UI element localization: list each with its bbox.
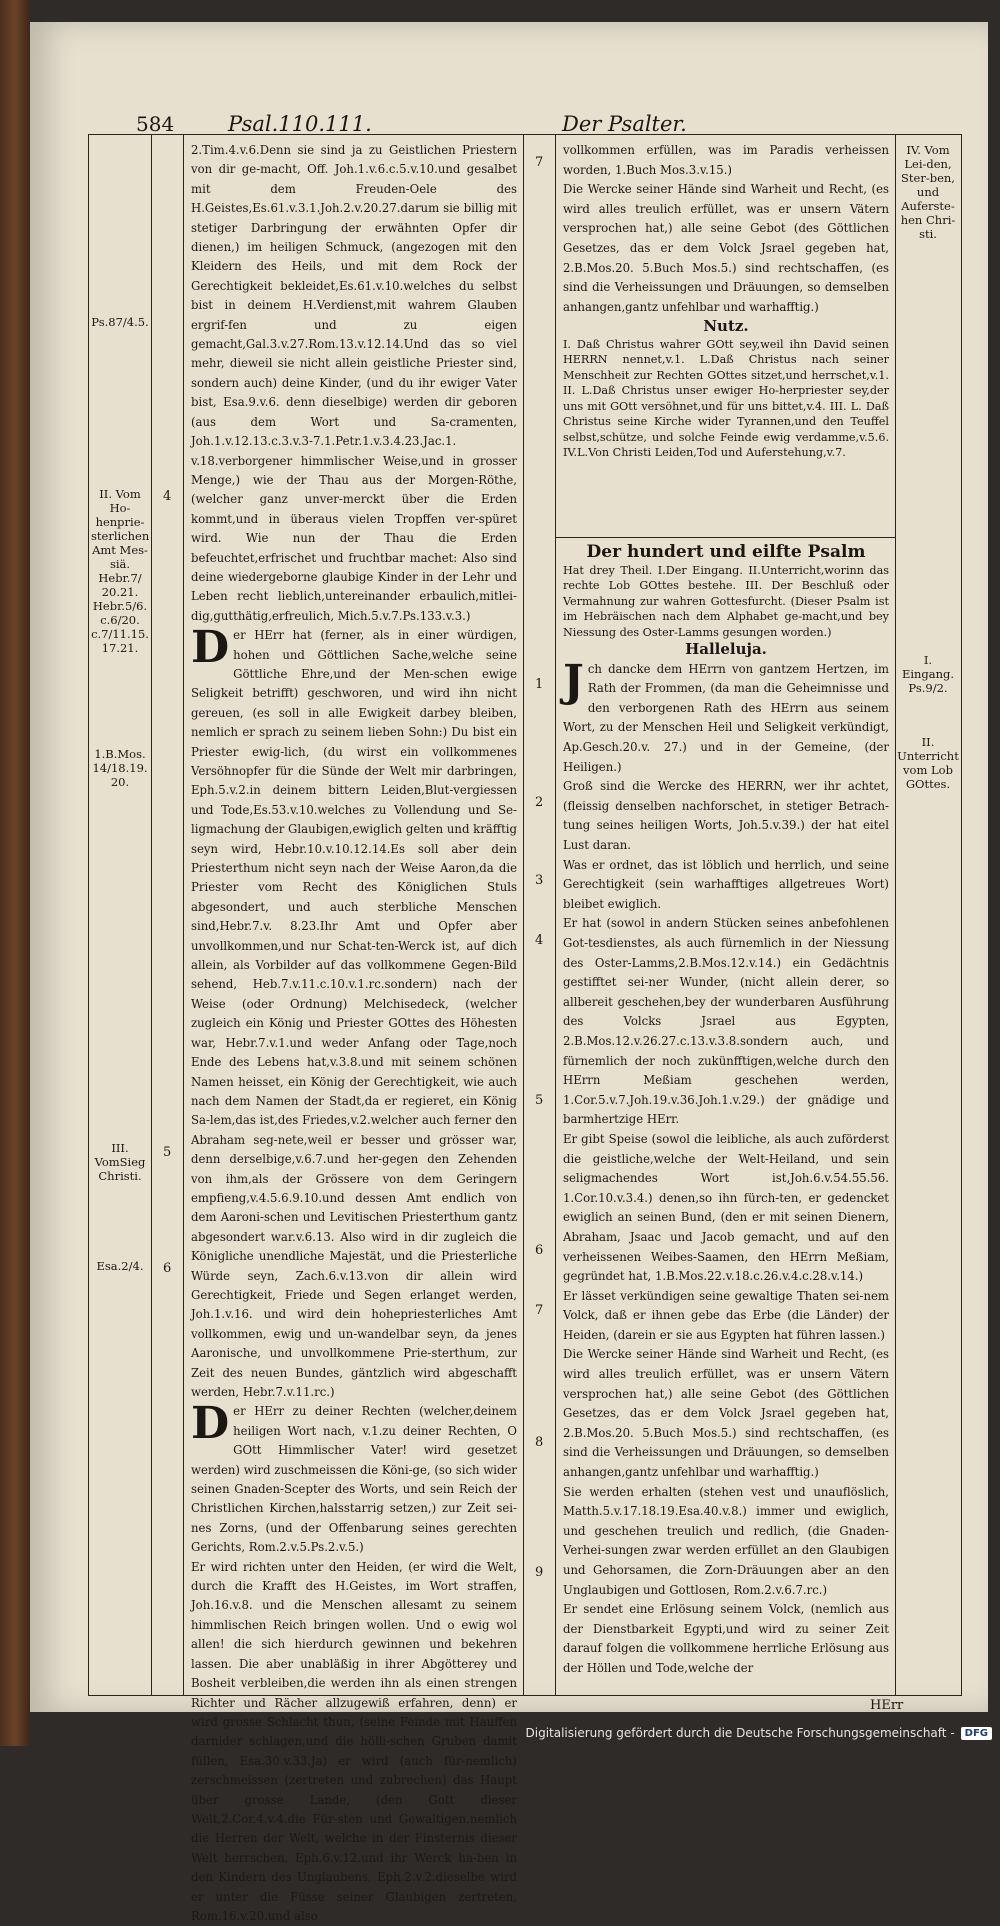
verse-number: 3 bbox=[535, 873, 544, 888]
verse-4 bbox=[191, 622, 517, 1402]
verse-number: 5 bbox=[163, 1145, 172, 1160]
drop-capital: D bbox=[191, 622, 230, 674]
verse-number: 5 bbox=[535, 1093, 544, 1108]
drop-capital: J bbox=[563, 655, 584, 707]
verse-number: 7 bbox=[535, 155, 544, 170]
verse-text: er HErr hat (ferner, als in einer würdigen, hohen und Göttlichen Sache,welche seine Göttliche Ehre,und der Men-schen ewige Seligkeit betrifft) geschworen, und wird ihn nicht gereuen, (es soll in alle Ewigkeit darbey bleiben, nemlich er sprach zu seinem lieben Sohn:) Du bist ein Priester ewig-lich, (du wirst ein vollkommenes Versöhnopfer für die Sünde der Welt mir darbringen, Eph.5.v.2.in deinem bittern Leiden,Blut-vergiessen und Tode,Es.53.v.10.welches zu Vollendung und Se-ligmachung der Glaubigen,ewiglich gelten und kräfftig seyn wird, Hebr.10.v.10.12.14.Es soll aber dein Priesterthum nicht seyn nach der Weise Aaron,da die Priester vom Recht des Königlichen Stuls abgesondert, und auch sterbliche Menschen sind,Hebr.7.v. 8.23.Ihr Amt und Opfer aber unvollkommen,und nur Schat-ten-Werck ist, auf dich allein, als Vorbilder auf das vollkommene Gegen-Bild sehend, Heb.7.v.11.c.10.v.1.rc.sondern) nach der Weise (oder Ordnung) Melchisedeck, (welcher zugleich ein König und Priester GOttes des Höhesten war, Hebr.7.v.1.und weder Anfang oder Tage,noch Ende des Lebens hat,v.3.8.und mit seinem schönen Namen heisset, ein König der Gerechtigkeit, wie auch nach dem Namen der Stadt,da er regieret, ein König Sa-lem,das ist,des Friedes,v.2.welcher auch ferner den Abraham seg-nete,weil er besser und grösser war, denn derselbige,v.6.7.und her-gegen den Zehenden von ihm,als der Grössere von dem Geringern empfieng,v.4.5.6.9.10.und dessen Amt endlich von dem Aaroni-schen und Levitischen Priesterthum gantz abgesondert war.v.6.13. Also wird in dir zugleich die Königliche unendliche Majestät, und die Priesterliche Würde seyn, Zach.6.v.13.von dir allein wird Gerechtigkeit, Friede und Segen erlanget werden, Joh.1.v.16. und wird dein hohepriesterliches Amt vollkommen, ewig und un-wandelbar seyn, da jenes Aaronische, und unvollkommene Prie-sterthum, zur Zeit des neuen Bundes, gäntzlich wird abgeschafft werden, Hebr.7.v.11.rc.) bbox=[191, 628, 517, 1399]
rule-right-margin bbox=[895, 135, 896, 1695]
commentary-paragraph: 2.Tim.4.v.6.Denn sie sind ja zu Geistlichen Priestern von dir ge-macht, Off. Joh.1.v.6.c.5.v.10.und gesalbet mit dem Freuden-Oele des H.Geistes,Es.61.v.3.1.Joh.2.v.20.27.darum sie billig mit stetiger Darbringung der erwähnten Opfer dir dienen,) im heiligen Schmuck, (angezogen mit den Kleidern des Heils, und mit dem Rock der Gerechtigkeit bekleidet,Es.61.v.10.welches du selbst bist in deinem H.Verdienst,mit wahrem Glauben ergrif-fen und zu eigen gemacht,Gal.3.v.27.Rom.13.v.12.14.Und das so viel mehr, dieweil sie nicht allein geistliche Priester sind, sondern auch) deine Kinder, (und du ihr ewiger Vater bist, Esa.9.v.6. denn dieselbige) werden dir geboren (aus dem Wort und Sa-cramenten, Joh.1.v.12.13.c.3.v.3-7.1.Petr.1.v.3.4.23.Jac.1. v.18.verborgener himmlischer Weise,und in grosser Menge,) wie der Thau aus der Morgen-Röthe, (welcher ganz unver-merckt über die Erden kommt,und in überaus vielen Tropffen ver-spüret wird. Wie nun der Thau die Erden befeuchtet,erfrischet und fruchtbar machet: Also sind deine wiedergeborne glaubige Kinder in der Lehr und Leben recht lieblich,untereinander erbaulich,mitlei-dig,gutthätig,erfreulich, Mich.5.v.7.Ps.133.v.3.) bbox=[191, 143, 517, 623]
verse-6: Er wird richten unter den Heiden, (er wird die Welt, durch die Krafft des H.Geistes, im Wort straffen, Joh.16.v.8. und die Menschen allesamt zu seinem himmlischen Reich bringen wollen. Und o ewig wol allen! die sich hierdurch gewinnen und bekehren lassen. Die aber unabläßig in ihrer Abgötterey und Bosheit verbleiben,die werden ihn als einen strengen Richter und Rächer allzugewiß erfahren, denn) er wird grosse Schlacht thun, (seine Feinde mit Hauffen darnider schlagen,und die hölli-schen Gruben damit füllen, Esa.30.v.33.Ja) er wird (auch für-nemlich) zerschmeissen (zertreten und zubrechen) das Haupt über grosse Lande, (den Gott dieser Welt,2.Cor.4.v.4.die Für-sten und Gewaltigen,nemlich die Herren der Welt, welche in der Finsternis dieser Welt herrschen, Eph.6.v.12.und ihr Werck ha-ben in den Kindern des Unglaubens, Eph.2.v.2.dieselbe wird er unter die Füsse seiner Glaubigen zertreten, Rom.16.v.20.und also bbox=[191, 1559, 517, 1923]
running-title-left: Psal.110.111. bbox=[228, 112, 372, 136]
psalm-summary: Hat drey Theil. I.Der Eingang. II.Unterricht,worinn das rechte Lob GOttes bestehe. III. Der Beschluß oder Vermahnung zur wahren Gottesfurcht. (Dieser Psalm ist im Hebräischen nach dem Alphabet ge-macht,und bey Niessung des Oster-Lamms gesungen worden.) bbox=[563, 563, 889, 639]
verse-5 bbox=[191, 1398, 517, 1557]
verse-number: 8 bbox=[535, 1435, 544, 1450]
drop-capital: D bbox=[191, 1398, 230, 1450]
verse-number: 2 bbox=[535, 795, 544, 810]
psalm-title: Der hundert und eilfte Psalm bbox=[586, 542, 866, 562]
margin-note-left-2: II. Vom Ho-henprie-sterlichen Amt Mes-siä. Hebr.7/ 20.21. Hebr.5/6. c.6/20. c.7/11.15. 17.21. bbox=[91, 487, 150, 655]
digitization-footer bbox=[526, 1726, 993, 1740]
margin-note-right-3: II. Unterricht vom Lob GOttes. bbox=[897, 735, 959, 791]
footer-text: Digitalisierung gefördert durch die Deutsche Forschungsgemeinschaft - bbox=[525, 1726, 955, 1740]
commentary-paragraph: vollkommen erfüllen, was im Paradis verheissen worden, 1.Buch Mos.3.v.15.) bbox=[563, 143, 889, 177]
rule-center-verse bbox=[555, 135, 556, 1695]
verse-2: Groß sind die Wercke des HERRN, wer ihr achtet, (fleissig denselben nachforschet, in stetiger Betrach-tung seines heiligen Worts, Joh.5.v.39.) der hat eitel Lust daran. bbox=[563, 779, 889, 853]
verse-8: Sie werden erhalten (stehen vest und unauflöslich, Matth.5.v.17.18.19.Esa.40.v.8.) immer und ewiglich, und geschehen treulich und redlich, (die Gnaden-Verhei-sungen zwar werden erfüllet an den Glaubigen und Gehorsamen, die Zorn-Dräuungen aber an den Unglaubigen und Gottlosen, Rom.2.v.6.7.rc.) bbox=[563, 1484, 889, 1597]
verse-6: Er lässet verkündigen seine gewaltige Thaten sei-nem Volck, daß er ihnen gebe das Erbe (die Länder) der Heiden, (darein er sie aus Egypten hat führen lassen.) bbox=[563, 1288, 889, 1342]
verse-number: 4 bbox=[535, 933, 544, 948]
verse-5: Er gibt Speise (sowol die leibliche, als auch zuförderst die geistliche,welche der Welt-Heiland, und sein seligmachendes Wort ist,Joh.6.v.54.55.56. 1.Cor.10.v.3.4.) denen,so ihn fürch-ten, er gedencket ewiglich an seinen Bund, (den er mit seinen Dienern, Abraham, Jsaac und Jacob gemacht, und auf den verheissenen Weibes-Saamen, den HErrn Meßiam, gegründet hat, 1.B.Mos.22.v.18.c.26.v.4.c.28.v.14.) bbox=[563, 1131, 889, 1284]
rule-left-margin bbox=[151, 135, 152, 1695]
verse-7: Die Wercke seiner Hände sind Warheit und Recht, (es wird alles treulich erfüllet, was er unsern Vätern versprochen hat,) alle seine Gebot (des Göttlichen Gesetzes, das er dem Volck Jsrael gegeben hat, 2.B.Mos.20. 5.Buch Mos.5.) sind rechtschaffen, (es sind die Verheissungen und Dräuungen, so demselben anhangen,gantz unfehlbar und warhafftig.) bbox=[563, 1347, 889, 1480]
rule-psalm-divider bbox=[555, 537, 895, 538]
catchword: HErr bbox=[870, 1698, 904, 1713]
margin-note-left-3: 1.B.Mos. 14/18.19. 20. bbox=[92, 747, 148, 789]
verse-number: 6 bbox=[535, 1243, 544, 1258]
halleluja: Halleluja. bbox=[685, 640, 767, 659]
right-column-top bbox=[563, 141, 889, 533]
margin-note-right-2: I. Eingang. Ps.9/2. bbox=[901, 653, 955, 695]
margin-note-right-1: IV. Vom Lei-den, Ster-ben, und Auferste-hen Chri-sti. bbox=[900, 143, 956, 241]
dfg-logo: DFG bbox=[961, 1727, 992, 1740]
verse-text: ch dancke dem HErrn von gantzem Hertzen, im Rath der Frommen, (da man die Geheimnisse und den verborgenen Rath des HErrn aus seinem Wort, zu der Menschen Heil und Seligkeit verkündigt, Ap.Gesch.20.v. 27.) und in der Gemeine, (der Heiligen.) bbox=[563, 661, 889, 774]
left-column bbox=[191, 141, 517, 1923]
verse-number: 1 bbox=[535, 677, 544, 692]
verse-4: Er hat (sowol in andern Stücken seines anbefohlenen Got-tesdienstes, als auch fürnemlich in der Niessung des Oster-Lamms,2.B.Mos.12.v.14.) ein Gedächtnis gestifftet sei-ner Wunder, (nicht allein derer, so allbereit geschehen,bey der wunderbaren Ausführung des Volcks Jsrael aus Egypten, 2.B.Mos.12.v.26.27.c.13.v.3.8.sondern auch, und fürnemlich der noch zukünfftigen,welche durch den HErrn Meßiam geschehen werden, 1.Cor.5.v.7.Joh.19.v.36.Joh.1.v.29.) der gnädige und barmhertzige HErr. bbox=[563, 916, 889, 1127]
page-number: 584 bbox=[136, 112, 175, 136]
right-column-bottom bbox=[563, 543, 889, 1689]
margin-note-left-4: III. VomSieg Christi. bbox=[94, 1141, 146, 1183]
rule-center bbox=[523, 135, 524, 1695]
verse-number: 4 bbox=[163, 489, 172, 504]
book-binding bbox=[0, 0, 30, 1746]
nutz-paragraph: I. Daß Christus wahrer GOtt sey,weil ihn David seinen HERRN nennet,v.1. L.Daß Christus nach seiner Menschheit zur Rechten GOttes sitzet,und herrschet,v.1. II. L.Daß Christus unser ewiger Ho-herpriester sey,der uns mit GOtt versöhnet,und für uns bittet,v.4. III. L. Daß Christus seine Kirche wider Tyrannen,und den Teuffel selbst,schütze, und solche Feinde ewig verdamme,v.5.6. IV.L.Von Christi Leiden,Tod und Auferstehung,v.7. bbox=[563, 337, 889, 460]
verse-7: Die Wercke seiner Hände sind Warheit und Recht, (es wird alles treulich erfüllet, was er unsern Vätern versprochen hat,) alle seine Gebot (des Göttlichen Gesetzes, das er dem Volck Jsrael gegeben hat, 2.B.Mos.20. 5.Buch Mos.5.) sind rechtschaffen, (es sind die Verheissungen und Dräuungen, so demselben anhangen,gantz unfehlbar und warhafftig.) bbox=[563, 182, 889, 314]
margin-note-left-1: Ps.87/4.5. bbox=[91, 315, 149, 329]
rule-left-verse bbox=[183, 135, 184, 1695]
verse-3: Was er ordnet, das ist löblich und herrlich, und seine Gerechtigkeit (sein warhafftiges allgetreues Wort) bleibet ewiglich. bbox=[563, 857, 889, 911]
verse-number: 6 bbox=[163, 1261, 172, 1276]
margin-note-left-5: Esa.2/4. bbox=[96, 1259, 144, 1273]
verse-number: 7 bbox=[535, 1303, 544, 1318]
verse-text: er HErr zu deiner Rechten (welcher,deinem heiligen Wort nach, v.1.zu deiner Rechten, O GOtt Himmlischer Vater! wird gesetzet werden) wird zuschmeissen die Köni-ge, (so sich wider seinen Gnaden-Scepter des Worts, und sein Reich der Christlichen Kirchen,halsstarrig setzen,) zur Zeit sei-nes Zorns, (und der Offenbarung seines gerechten Gerichts, Rom.2.v.5.Ps.2.v.5.) bbox=[191, 1404, 517, 1555]
verse-number: 9 bbox=[535, 1565, 544, 1580]
verse-1 bbox=[563, 655, 889, 778]
section-heading: Nutz. bbox=[703, 317, 749, 336]
running-title-right: Der Psalter. bbox=[562, 112, 687, 136]
verse-9: Er sendet eine Erlösung seinem Volck, (nemlich aus der Dienstbarkeit Egypti,und wird zu seiner Zeit darauf folgen die vollkommene herrliche Erlösung aus der Höllen und Tode,welche der bbox=[563, 1602, 889, 1675]
